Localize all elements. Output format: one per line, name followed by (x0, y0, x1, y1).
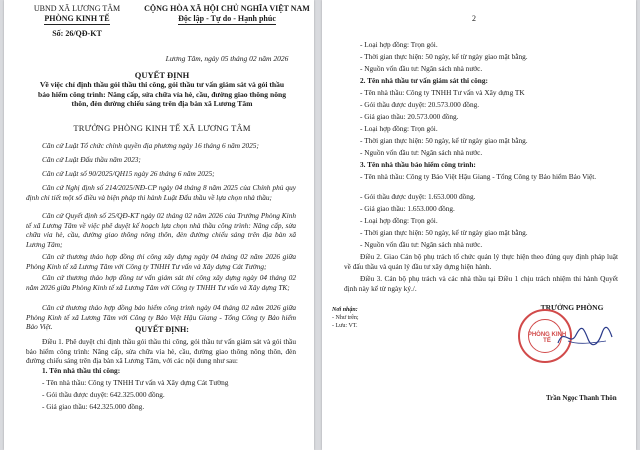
recipient: - Như trên; (332, 315, 359, 321)
section-3-duration: - Thời gian thực hiện: 50 ngày, kể từ ngày giao mặt bằng. (360, 228, 528, 237)
recipients-title: Nơi nhận: (332, 307, 358, 313)
issuing-authority-title: TRƯỞNG PHÒNG KINH TẾ XÃ LƯƠNG TÂM (73, 123, 251, 133)
org-line-1: UBND XÃ LƯƠNG TÂM (33, 4, 121, 13)
section-2-funding: - Nguồn vốn đầu tư: Ngân sách nhà nước. (360, 148, 483, 157)
section-1-approved-price: - Gói thầu được duyệt: 642.325.000 đồng. (42, 390, 165, 399)
legal-basis: Căn cứ thương thảo hợp đồng thi công xây dựng ngày 04 tháng 02 năm 2026 giữa Phòng Kinh tế xã Lương Tâm với Công ty TNHH Tư vấn và Xây dựng Cát Tường; (26, 252, 296, 271)
section-2-contract-type: - Loại hợp đồng: Trọn gói. (360, 124, 438, 133)
org-line-2: PHÒNG KINH TẾ (44, 14, 110, 23)
legal-basis: Căn cứ Luật Đấu thầu năm 2023; (42, 155, 141, 164)
section-3-bid-price: - Giá giao thầu: 1.653.000 đồng. (360, 204, 455, 213)
page-number: 2 (472, 14, 476, 23)
article-2: Điều 2. Giao Cán bộ phụ trách tổ chức quản lý thực hiện theo đúng quy định pháp luật về đấu thầu và quản lý đầu tư xây dựng hiện hành. (344, 252, 618, 271)
section-3-contract-type: - Loại hợp đồng: Trọn gói. (360, 216, 438, 225)
document-number: Số: 26/QĐ-KT (52, 29, 102, 38)
document-page-1 (4, 0, 314, 450)
duration: - Thời gian thực hiện: 50 ngày, kể từ ngày giao mặt bằng. (360, 52, 528, 61)
document-subject (22, 80, 302, 109)
national-header (142, 4, 312, 25)
document-type: QUYẾT ĐỊNH (134, 70, 190, 80)
article-1: Điều 1. Phê duyệt chỉ định thầu gói thầu thi công, gói thầu tư vấn giám sát và gói thầu bảo hiểm công trình: Nâng cấp, sửa chữa vỉa hè, cầu, đường giao thông nông thôn, đèn đường chiếu sáng trên địa bàn xã Lương Tâm, với các nội dung như sau: (26, 337, 296, 365)
issuing-authority (22, 4, 132, 39)
subject-line: Về việc chỉ định thầu gói thầu thi công, gói thầu tư vấn giám sát và gói thầu (39, 80, 285, 89)
legal-basis: Căn cứ Nghị định số 214/2025/NĐ-CP ngày 04 tháng 8 năm 2025 của Chính phủ quy định chi tiết một số điều và biện pháp thi hành Luật Đấu thầu về lựa chọn nhà thầu; (26, 183, 296, 202)
section-3-funding: - Nguồn vốn đầu tư: Ngân sách nhà nước. (360, 240, 483, 249)
subject-line: thôn, đèn đường chiếu sáng trên địa bàn xã Lương Tâm (71, 99, 253, 108)
section-2-bid-price: - Giá giao thầu: 20.573.000 đồng. (360, 112, 459, 121)
section-2-duration: - Thời gian thực hiện: 50 ngày, kể từ ngày giao mặt bằng. (360, 136, 528, 145)
subject-line: bảo hiểm công trình: Nâng cấp, sửa chữa vỉa hè, cầu, đường giao thông nông (37, 89, 287, 99)
recipient: - Lưu: VT. (332, 323, 358, 329)
section-1-bid-price: - Giá giao thầu: 642.325.000 đồng. (42, 402, 145, 411)
legal-basis: Căn cứ thương thảo hợp đồng bảo hiểm công trình ngày 04 tháng 02 năm 2026 giữa Phòng Kinh tế xã Lương Tâm với Công ty Bảo Việt Hậu Giang - Tổng Công ty Bảo hiểm Bảo Việt. (26, 303, 296, 331)
funding-source: - Nguồn vốn đầu tư: Ngân sách nhà nước. (360, 64, 483, 73)
legal-basis: Căn cứ Luật Tổ chức chính quyền địa phương ngày 16 tháng 6 năm 2025; (42, 141, 259, 150)
article-3: Điều 3. Cán bộ phụ trách và các nhà thầu tại Điều 1 chịu trách nhiệm thi hành Quyết định này kể từ ngày ký./. (344, 274, 618, 293)
section-2-contractor: - Tên nhà thầu: Công ty TNHH Tư vấn và Xây dựng TK (360, 88, 525, 97)
motto: Độc lập - Tự do - Hạnh phúc (178, 14, 276, 23)
contract-type: - Loại hợp đồng: Trọn gói. (360, 40, 438, 49)
signer-name: Trần Ngọc Thanh Thôn (546, 394, 617, 402)
section-2-approved-price: - Gói thầu được duyệt: 20.573.000 đồng. (360, 100, 480, 109)
recipients-block (332, 306, 359, 330)
section-3-title: 3. Tên nhà thầu bảo hiểm công trình: (360, 160, 476, 169)
issue-date: Lương Tâm, ngày 05 tháng 02 năm 2026 (165, 54, 289, 63)
legal-basis: Căn cứ Quyết định số 25/QĐ-KT ngày 02 tháng 02 năm 2026 của Trưởng Phòng Kinh tế xã Lương Tâm về việc phê duyệt kế hoạch lựa chọn nhà thầu công trình: Nâng cấp, sửa chữa vỉa hè, cầu, đường giao thông nông thôn, đèn đường chiếu sáng trên địa bàn xã Lương Tâm; (26, 211, 296, 249)
section-2-title: 2. Tên nhà thầu tư vấn giám sát thi công: (360, 76, 488, 85)
signature (554, 323, 614, 351)
decision-heading: QUYẾT ĐỊNH: (135, 325, 189, 334)
stamp-text: PHÒNG KINH TẾ (527, 332, 567, 344)
document-page-2 (322, 0, 636, 450)
section-3-approved-price: - Gói thầu được duyệt: 1.653.000 đồng. (360, 192, 476, 201)
section-1-title: 1. Tên nhà thầu thi công: (42, 366, 121, 375)
legal-basis: Căn cứ thương thảo hợp đồng tư vấn giám sát thi công xây dựng ngày 04 tháng 02 năm 2026 giữa Phòng Kinh tế xã Lương Tâm với Công ty TNHH Tư vấn và Xây dựng TK; (26, 273, 296, 292)
signatory-title: TRƯỞNG PHÒNG (540, 303, 604, 312)
section-3-contractor: - Tên nhà thầu: Công ty Bảo Việt Hậu Giang - Tổng Công ty Bảo hiểm Bảo Việt. (360, 172, 597, 181)
section-1-contractor: - Tên nhà thầu: Công ty TNHH Tư vấn và Xây dựng Cát Tường (42, 378, 229, 387)
legal-basis: Căn cứ Luật số 90/2025/QH15 ngày 26 tháng 6 năm 2025; (42, 169, 215, 178)
country-name: CỘNG HÒA XÃ HỘI CHỦ NGHĨA VIỆT NAM (144, 4, 310, 13)
